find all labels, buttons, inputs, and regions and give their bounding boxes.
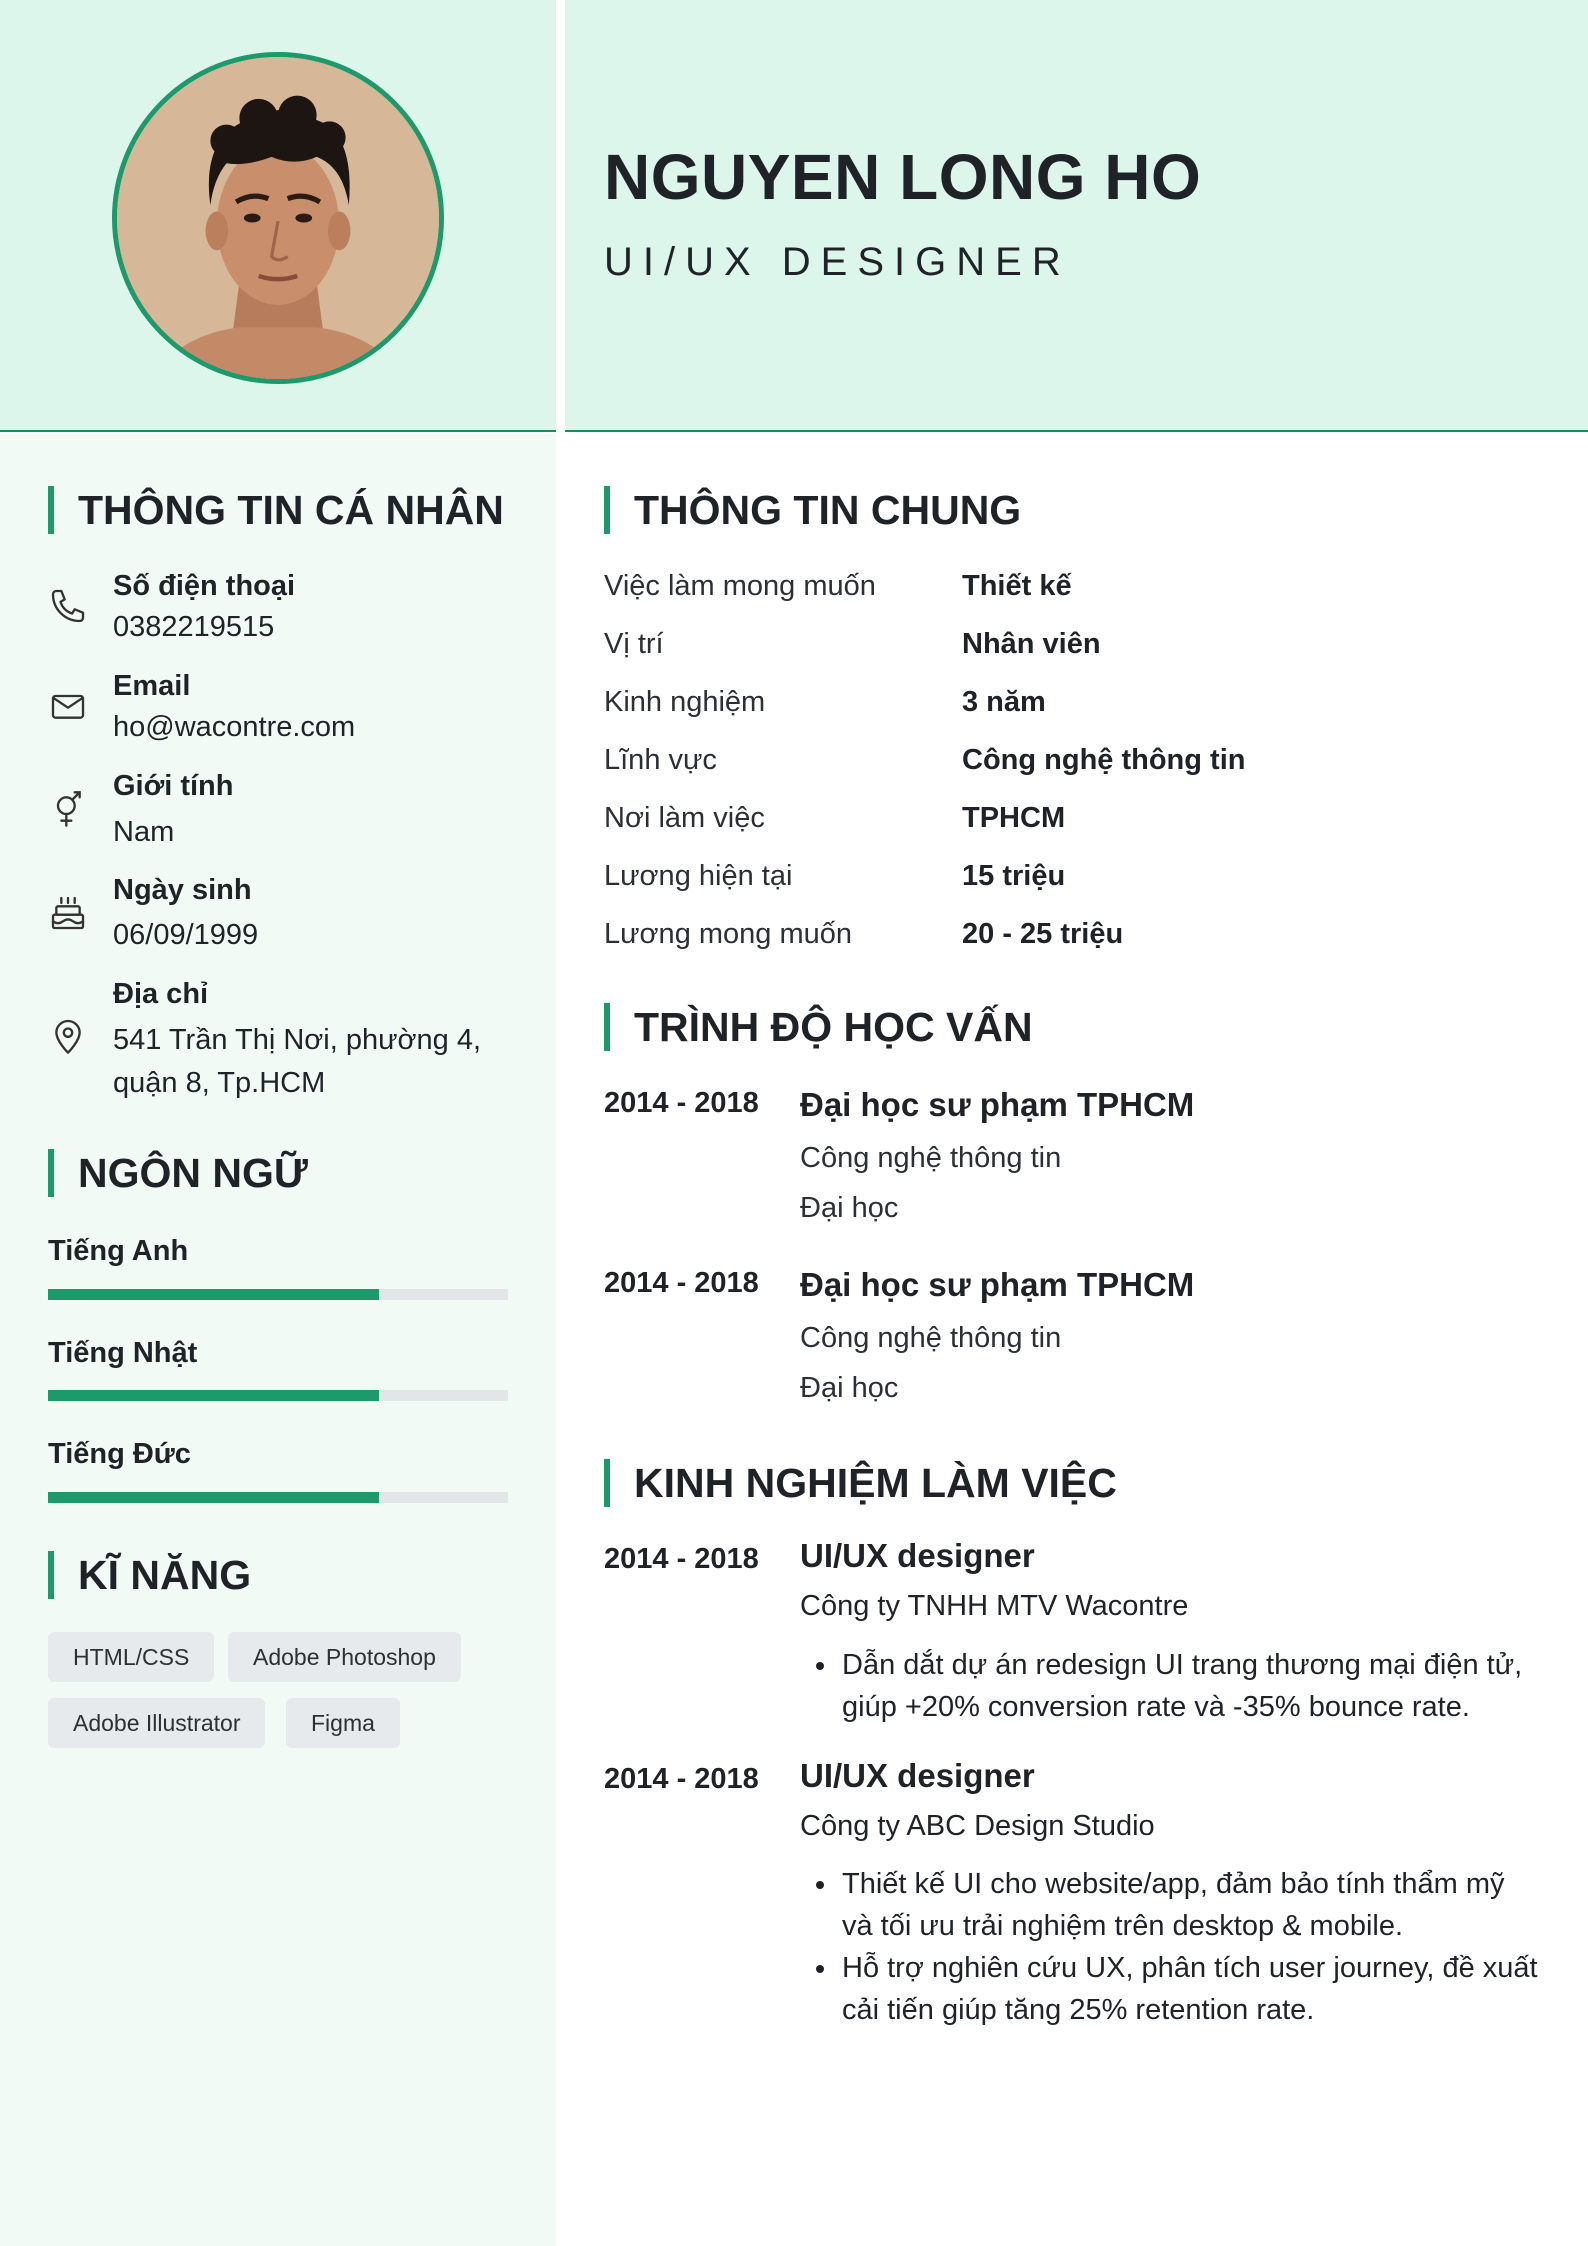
phone-value: 0382219515 <box>113 611 275 643</box>
experience-position: UI/UX designer <box>800 1537 1035 1574</box>
language-name: Tiếng Nhật <box>48 1337 198 1369</box>
experience-heading: KINH NGHIỆM LÀM VIỆC <box>604 1459 1117 1507</box>
birthday-cake-icon <box>48 893 88 933</box>
general-row-label: Việc làm mong muốn <box>604 570 876 602</box>
skill-tag: Adobe Photoshop <box>228 1632 461 1682</box>
general-row-value: 20 - 25 triệu <box>962 918 1124 950</box>
education-heading: TRÌNH ĐỘ HỌC VẤN <box>604 1003 1033 1051</box>
general-row-label: Vị trí <box>604 628 664 660</box>
language-name: Tiếng Anh <box>48 1235 189 1267</box>
experience-bullet: Dẫn dắt dự án redesign UI trang thương mại điện tử, giúp +20% conversion rate và -35% bounce rate. <box>800 1644 1540 1728</box>
experience-years: 2014 - 2018 <box>604 1763 759 1795</box>
experience-company: Công ty ABC Design Studio <box>800 1810 1155 1842</box>
skill-tag: Adobe Illustrator <box>48 1698 265 1748</box>
general-row-value: TPHCM <box>962 802 1066 834</box>
general-row-value: Thiết kế <box>962 570 1072 602</box>
address-value: 541 Trần Thị Nơi, phường 4, quận 8, Tp.HCM <box>113 1024 482 1099</box>
general-row-value: Công nghệ thông tin <box>962 744 1246 776</box>
education-years: 2014 - 2018 <box>604 1267 759 1299</box>
gender-value: Nam <box>113 816 175 848</box>
location-pin-icon <box>48 1016 88 1056</box>
phone-icon <box>48 586 88 626</box>
general-row-value: 15 triệu <box>962 860 1066 892</box>
education-school: Đại học sư phạm TPHCM <box>800 1266 1195 1303</box>
general-row-label: Lương mong muốn <box>604 918 853 950</box>
birthday-label: Ngày sinh <box>113 874 252 906</box>
general-row-value: Nhân viên <box>962 628 1101 660</box>
personal-info-heading: THÔNG TIN CÁ NHÂN <box>48 486 504 534</box>
language-level-fill <box>48 1390 379 1401</box>
education-major: Công nghệ thông tin <box>800 1142 1062 1174</box>
language-level-bar <box>48 1289 508 1300</box>
skill-tag: HTML/CSS <box>48 1632 214 1682</box>
language-name: Tiếng Đức <box>48 1438 191 1470</box>
job-title: UI/UX DESIGNER <box>604 240 1071 284</box>
gender-icon <box>48 789 88 829</box>
education-years: 2014 - 2018 <box>604 1087 759 1119</box>
skills-heading: KĨ NĂNG <box>48 1551 251 1599</box>
education-degree: Đại học <box>800 1372 899 1404</box>
phone-label: Số điện thoại <box>113 570 296 602</box>
general-row-label: Lương hiện tại <box>604 860 793 892</box>
language-level-bar <box>48 1390 508 1401</box>
experience-bullets <box>800 1644 1540 1728</box>
language-level-bar <box>48 1492 508 1503</box>
experience-position: UI/UX designer <box>800 1757 1035 1794</box>
experience-bullet: Thiết kế UI cho website/app, đảm bảo tính thẩm mỹ và tối ưu trải nghiệm trên desktop & mobile. <box>800 1863 1540 1947</box>
languages-heading: NGÔN NGỮ <box>48 1149 308 1197</box>
general-row-label: Lĩnh vực <box>604 744 717 776</box>
general-info-heading: THÔNG TIN CHUNG <box>604 486 1021 534</box>
email-icon <box>48 686 88 726</box>
education-degree: Đại học <box>800 1192 899 1224</box>
experience-company: Công ty TNHH MTV Wacontre <box>800 1590 1189 1622</box>
general-row-label: Nơi làm việc <box>604 802 765 834</box>
avatar <box>112 52 444 384</box>
language-level-fill <box>48 1289 379 1300</box>
education-major: Công nghệ thông tin <box>800 1322 1062 1354</box>
experience-bullets <box>800 1863 1540 2031</box>
email-value: ho@wacontre.com <box>113 711 356 743</box>
address-label: Địa chỉ <box>113 978 209 1010</box>
general-row-label: Kinh nghiệm <box>604 686 766 718</box>
experience-years: 2014 - 2018 <box>604 1543 759 1575</box>
general-row-value: 3 năm <box>962 686 1046 718</box>
education-school: Đại học sư phạm TPHCM <box>800 1086 1195 1123</box>
birthday-value: 06/09/1999 <box>113 919 259 951</box>
email-label: Email <box>113 670 191 702</box>
full-name: NGUYEN LONG HO <box>604 141 1202 213</box>
skill-tag: Figma <box>286 1698 400 1748</box>
language-level-fill <box>48 1492 379 1503</box>
gender-label: Giới tính <box>113 770 234 802</box>
experience-bullet: Hỗ trợ nghiên cứu UX, phân tích user journey, đề xuất cải tiến giúp tăng 25% retention rate. <box>800 1947 1540 2031</box>
header-name-panel <box>565 0 1588 432</box>
